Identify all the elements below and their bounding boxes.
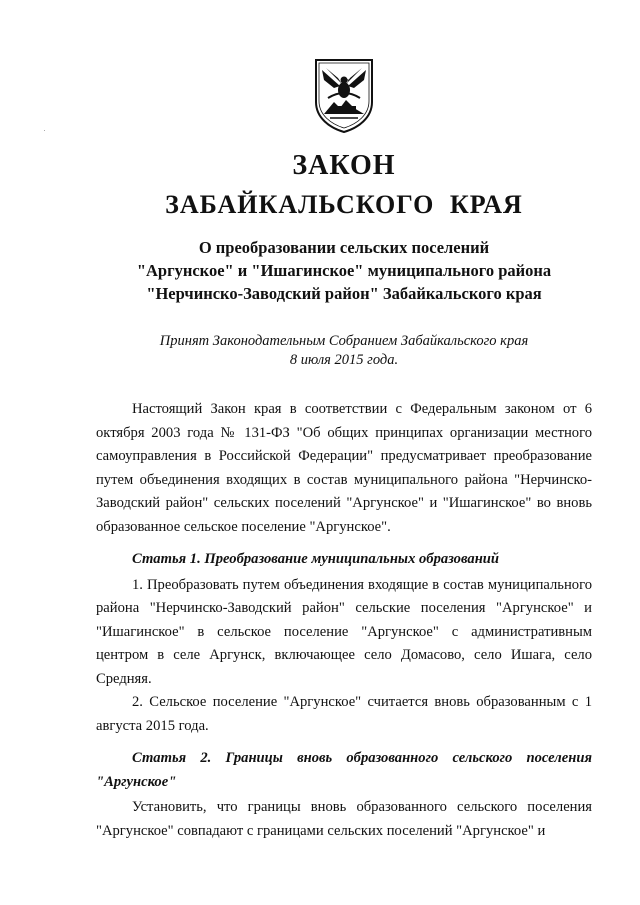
adoption-date: 8 июля 2015 года. xyxy=(289,352,399,368)
law-body xyxy=(96,398,592,843)
adoption-line: Принят Законодательным Собранием Забайкальского края xyxy=(159,333,529,349)
intro-paragraph: Настоящий Закон края в соответствии с Федеральным законом от 6 октября 2003 года № 131-ФЗ "Об общих принципах организации местного самоуправления в Российской Федерации" предусматривает преобразование путем объединения входящих в состав муниципального района "Нерчинско-Заводский район" сельских поселений "Аргунское" и "Ишагинское" во вновь образованное сельское поселение "Аргунское". xyxy=(96,401,592,535)
scan-mark xyxy=(44,130,45,131)
article-2-paragraph-1: Установить, что границы вновь образованного сельского поселения "Аргунское" совпадают с границами сельских поселений "Аргунское" и xyxy=(96,799,592,839)
coat-of-arms-icon xyxy=(312,58,376,134)
subtitle-line: "Аргунское" и "Ишагинское" муниципального района xyxy=(136,261,552,280)
subtitle-line: О преобразовании сельских поселений xyxy=(198,238,490,257)
law-region-title: ЗАБАЙКАЛЬСКОГО КРАЯ xyxy=(165,190,523,219)
law-title: ЗАКОН xyxy=(292,150,396,181)
law-subtitle xyxy=(0,236,640,305)
adoption-note xyxy=(0,332,640,370)
article-2-heading: Статья 2. Границы вновь образованного сельского поселения "Аргунское" xyxy=(96,750,592,790)
article-1-paragraph-1: 1. Преобразовать путем объединения входящие в состав муниципального района "Нерчинско-Заводский район" сельские поселения "Аргунское" и "Ишагинское" в сельское поселение "Аргунское" с административным центром в селе Аргунск, включающее село Домасово, село Ишага, село Средняя. xyxy=(96,576,592,687)
article-1-paragraph-2: 2. Сельское поселение "Аргунское" считается вновь образованным с 1 августа 2015 года. xyxy=(96,694,592,734)
article-1-heading: Статья 1. Преобразование муниципальных образований xyxy=(132,551,500,567)
subtitle-line: "Нерчинско-Заводский район" Забайкальского края xyxy=(146,284,542,303)
